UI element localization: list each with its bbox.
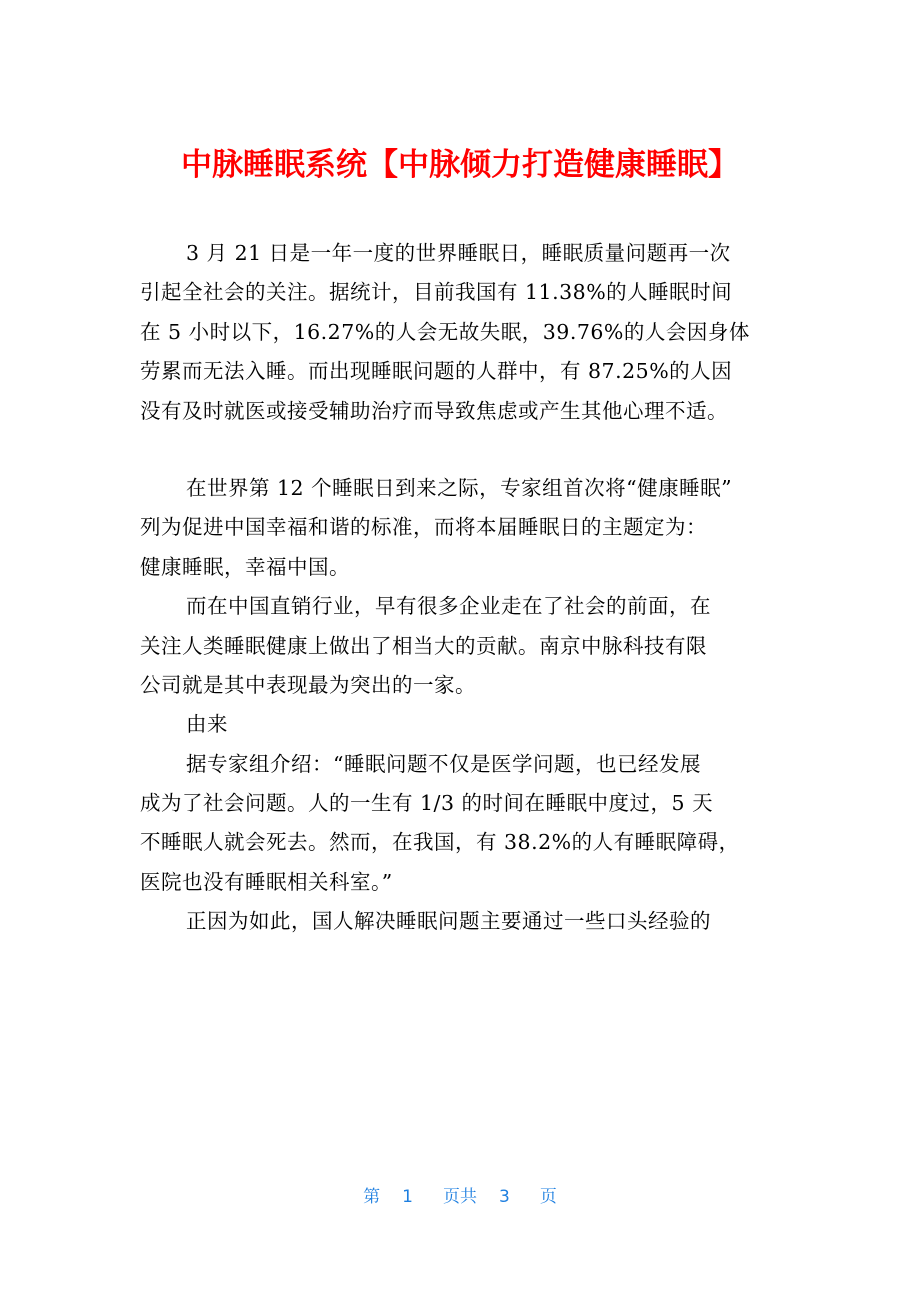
footer-suffix: 页 <box>539 1187 557 1207</box>
total-pages-number: 3 <box>499 1187 510 1207</box>
paragraph-line: 关注人类睡眠健康上做出了相当大的贡献。南京中脉科技有限 <box>140 633 707 658</box>
paragraph-line: 医院也没有睡眠相关科室。” <box>140 869 393 894</box>
paragraph-expert-quote <box>140 745 780 903</box>
paragraph-line: 没有及时就医或接受辅助治疗而导致焦虑或产生其他心理不适。 <box>140 398 728 423</box>
paragraph-line: 不睡眠人就会死去。然而，在我国，有 38.2%的人有睡眠障碍， <box>140 830 740 855</box>
section-heading-origin <box>140 705 780 744</box>
paragraph-line: 劳累而无法入睡。而出现睡眠问题的人群中，有 87.25%的人因 <box>140 359 733 384</box>
paragraph-direct-sales <box>140 587 780 705</box>
paragraph-line: 列为促进中国幸福和谐的标准，而将本届睡眠日的主题定为： <box>140 515 707 540</box>
paragraph-sleep-day-theme <box>140 469 780 587</box>
paragraph-conclusion <box>140 902 780 941</box>
paragraph-line: 成为了社会问题。人的一生有 1/3 的时间在睡眠中度过，5 天 <box>140 791 714 816</box>
paragraph-line: 而在中国直销行业，早有很多企业走在了社会的前面，在 <box>186 594 711 619</box>
document-body <box>140 234 780 942</box>
paragraph-line: 在世界第 12 个睡眠日到来之际，专家组首次将“健康睡眠” <box>186 475 733 500</box>
paragraph-line: 3 月 21 日是一年一度的世界睡眠日，睡眠质量问题再一次 <box>186 241 731 265</box>
paragraph-line: 引起全社会的关注。据统计，目前我国有 11.38%的人睡眠时间 <box>140 280 733 305</box>
paragraph-line: 据专家组介绍：“睡眠问题不仅是医学问题，也已经发展 <box>186 751 701 776</box>
footer-prefix: 第 <box>363 1187 381 1207</box>
paragraph-line: 在 5 小时以下，16.27%的人会无故失眠，39.76%的人会因身体 <box>140 319 750 344</box>
current-page-number: 1 <box>402 1187 413 1207</box>
section-heading: 由来 <box>186 712 228 737</box>
paragraph-line: 正因为如此，国人解决睡眠问题主要通过一些口头经验的 <box>186 909 711 934</box>
paragraph-statistics <box>140 234 780 431</box>
page-number-footer <box>0 1182 920 1212</box>
paragraph-gap <box>140 431 780 469</box>
document-title: 中脉睡眠系统【中脉倾力打造健康睡眠】 <box>181 147 739 183</box>
paragraph-line: 公司就是其中表现最为突出的一家。 <box>140 672 476 697</box>
footer-middle: 页共 <box>443 1187 477 1207</box>
paragraph-line: 健康睡眠，幸福中国。 <box>140 554 350 579</box>
